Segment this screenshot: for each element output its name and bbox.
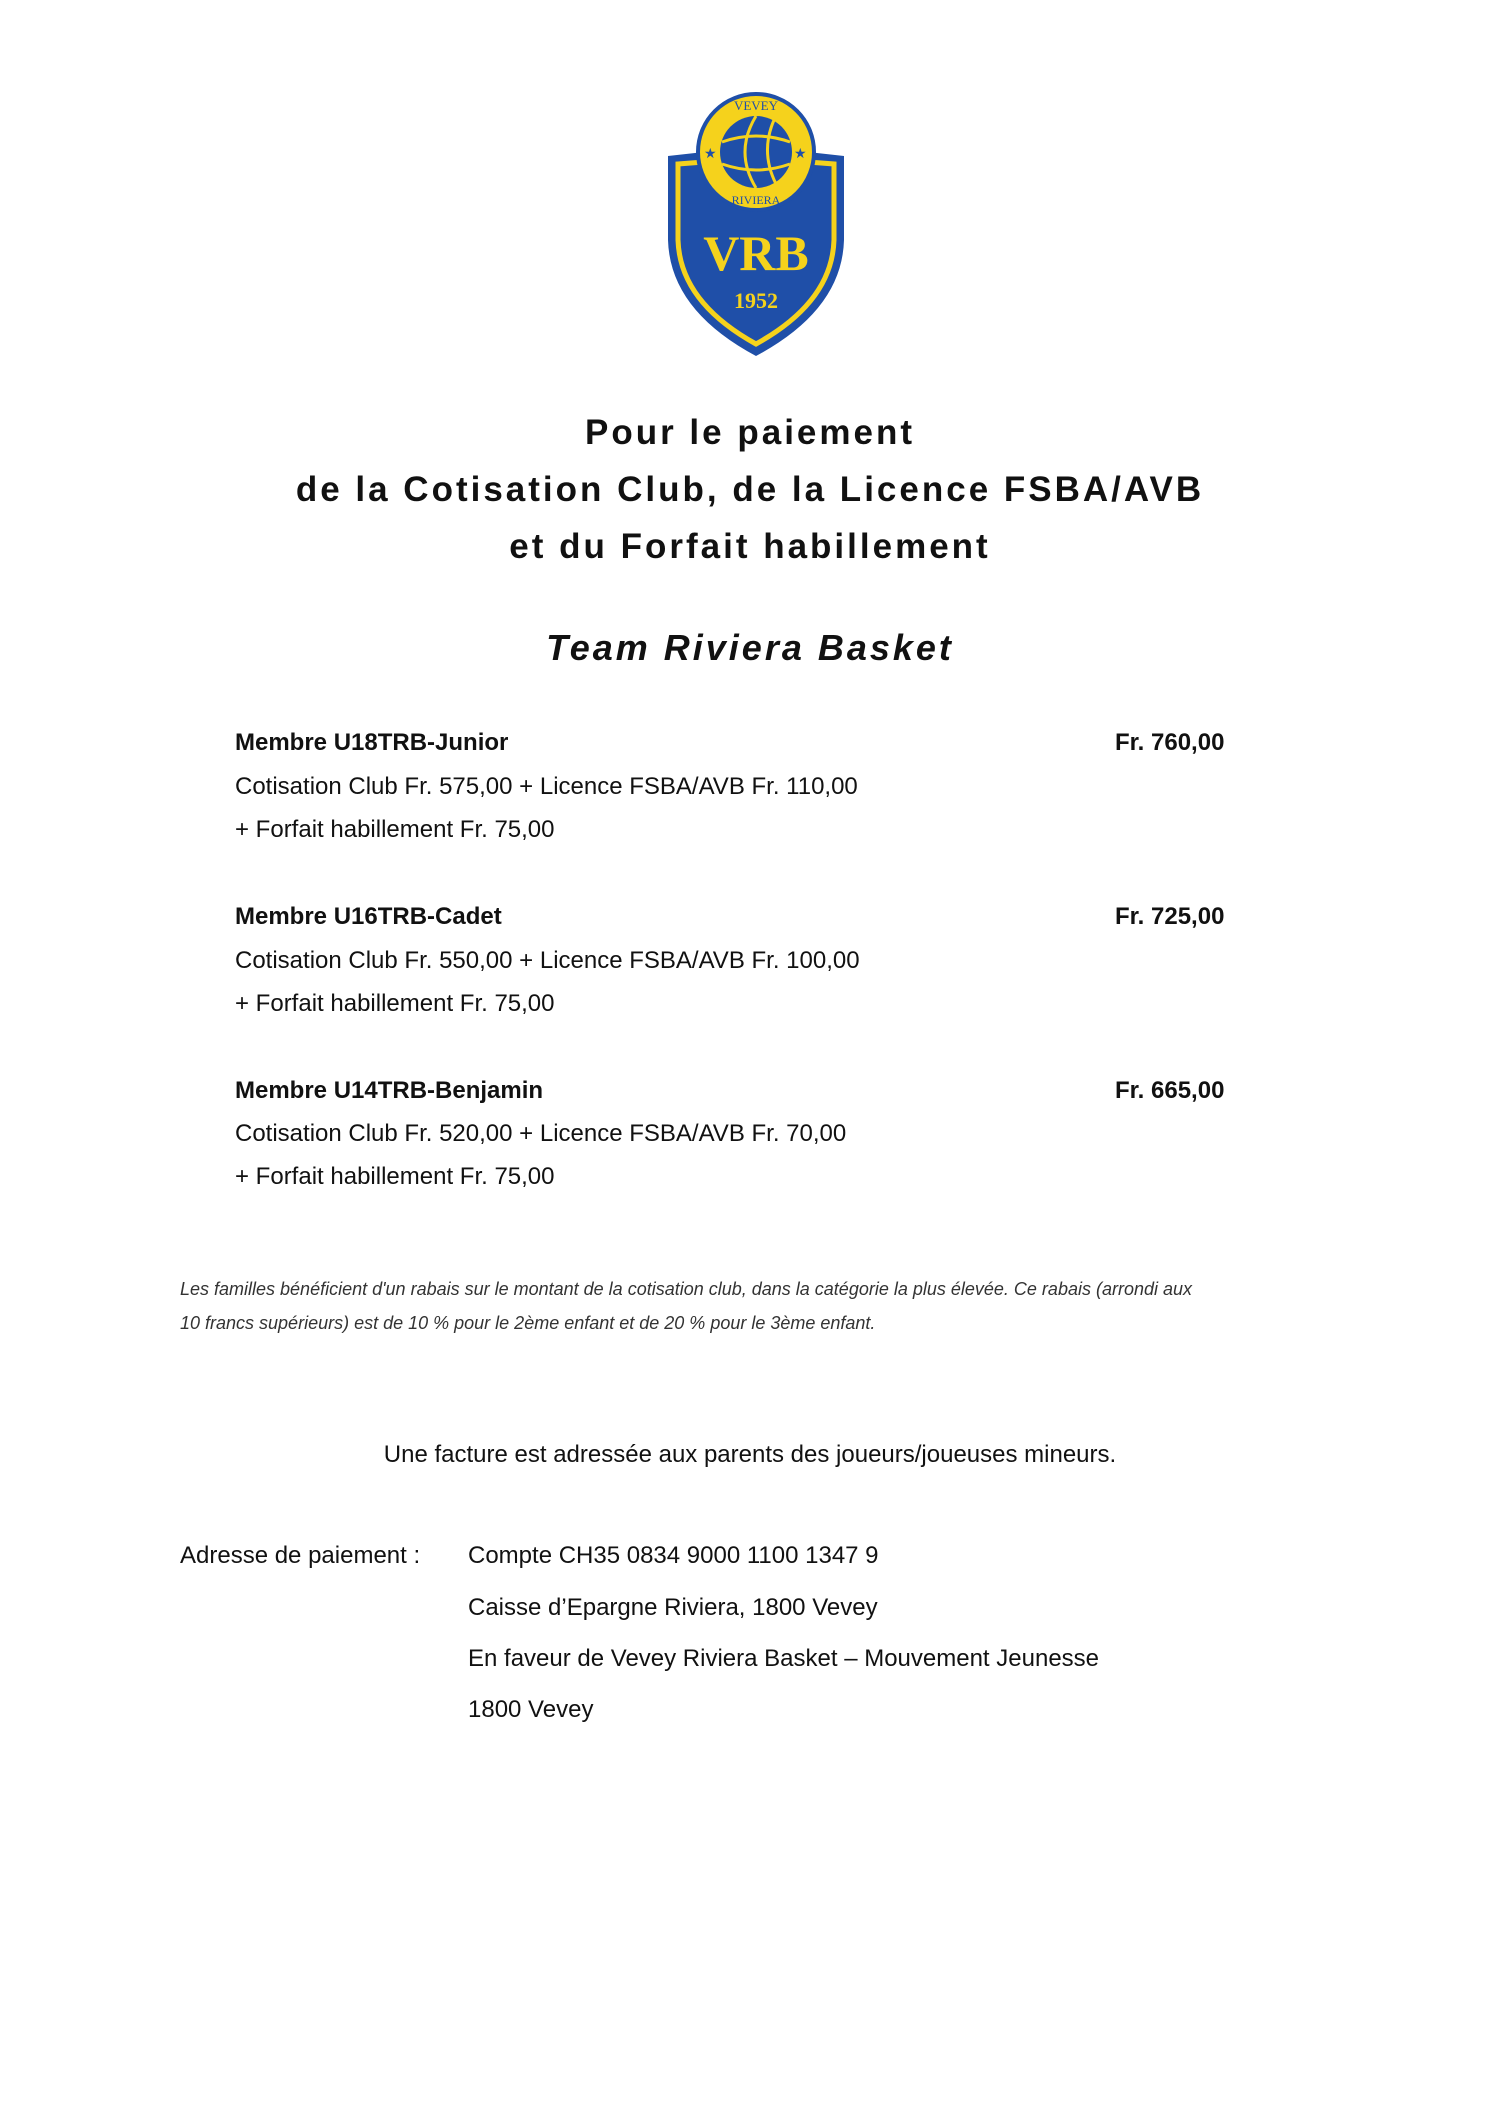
payment-bank: Caisse d’Epargne Riviera, 1800 Vevey <box>468 1594 878 1621</box>
member-detail: + Forfait habillement Fr. 75,00 <box>235 1163 555 1190</box>
logo-top-text: VEVEY <box>733 98 779 113</box>
member-detail: + Forfait habillement Fr. 75,00 <box>235 816 555 843</box>
member-total: Fr. 760,00 <box>1115 729 1225 756</box>
member-detail: Cotisation Club Fr. 575,00 + Licence FSBA/AVB Fr. 110,00 <box>235 773 858 800</box>
member-detail: + Forfait habillement Fr. 75,00 <box>235 990 555 1017</box>
star-icon: ★ <box>704 145 717 161</box>
payment-label: Adresse de paiement : <box>180 1542 421 1569</box>
discount-note-line-1: Les familles bénéficient d'un rabais sur le montant de la cotisation club, dans la catégorie la plus élevée. Ce rabais (arrondi aux <box>180 1279 1193 1299</box>
club-logo <box>664 90 848 358</box>
payment-beneficiary: En faveur de Vevey Riviera Basket – Mouvement Jeunesse <box>468 1645 1100 1672</box>
member-name: Membre U18TRB-Junior <box>235 729 509 756</box>
invoice-notice: Une facture est adressée aux parents des joueurs/joueuses mineurs. <box>383 1441 1117 1468</box>
member-name: Membre U16TRB-Cadet <box>235 903 502 930</box>
logo-bottom-text: RIVIERA <box>731 193 781 207</box>
discount-note-line-2: 10 francs supérieurs) est de 10 % pour le 2ème enfant et de 20 % pour le 3ème enfant. <box>180 1313 876 1333</box>
member-detail: Cotisation Club Fr. 550,00 + Licence FSBA/AVB Fr. 100,00 <box>235 947 860 974</box>
heading-line-2: de la Cotisation Club, de la Licence FSBA/AVB <box>295 470 1205 509</box>
payment-account: Compte CH35 0834 9000 1100 1347 9 <box>468 1542 879 1569</box>
member-total: Fr. 725,00 <box>1115 903 1225 930</box>
heading-line-1: Pour le paiement <box>584 413 916 452</box>
basketball-icon <box>720 116 792 188</box>
payment-city: 1800 Vevey <box>468 1696 594 1723</box>
logo-initials: VRB <box>703 225 809 281</box>
heading-line-3: et du Forfait habillement <box>509 527 991 566</box>
star-icon: ★ <box>794 145 807 161</box>
team-title: Team Riviera Basket <box>546 627 954 668</box>
member-name: Membre U14TRB-Benjamin <box>235 1077 544 1104</box>
member-detail: Cotisation Club Fr. 520,00 + Licence FSBA/AVB Fr. 70,00 <box>235 1120 847 1147</box>
member-total: Fr. 665,00 <box>1115 1077 1225 1104</box>
logo-year: 1952 <box>734 288 778 313</box>
